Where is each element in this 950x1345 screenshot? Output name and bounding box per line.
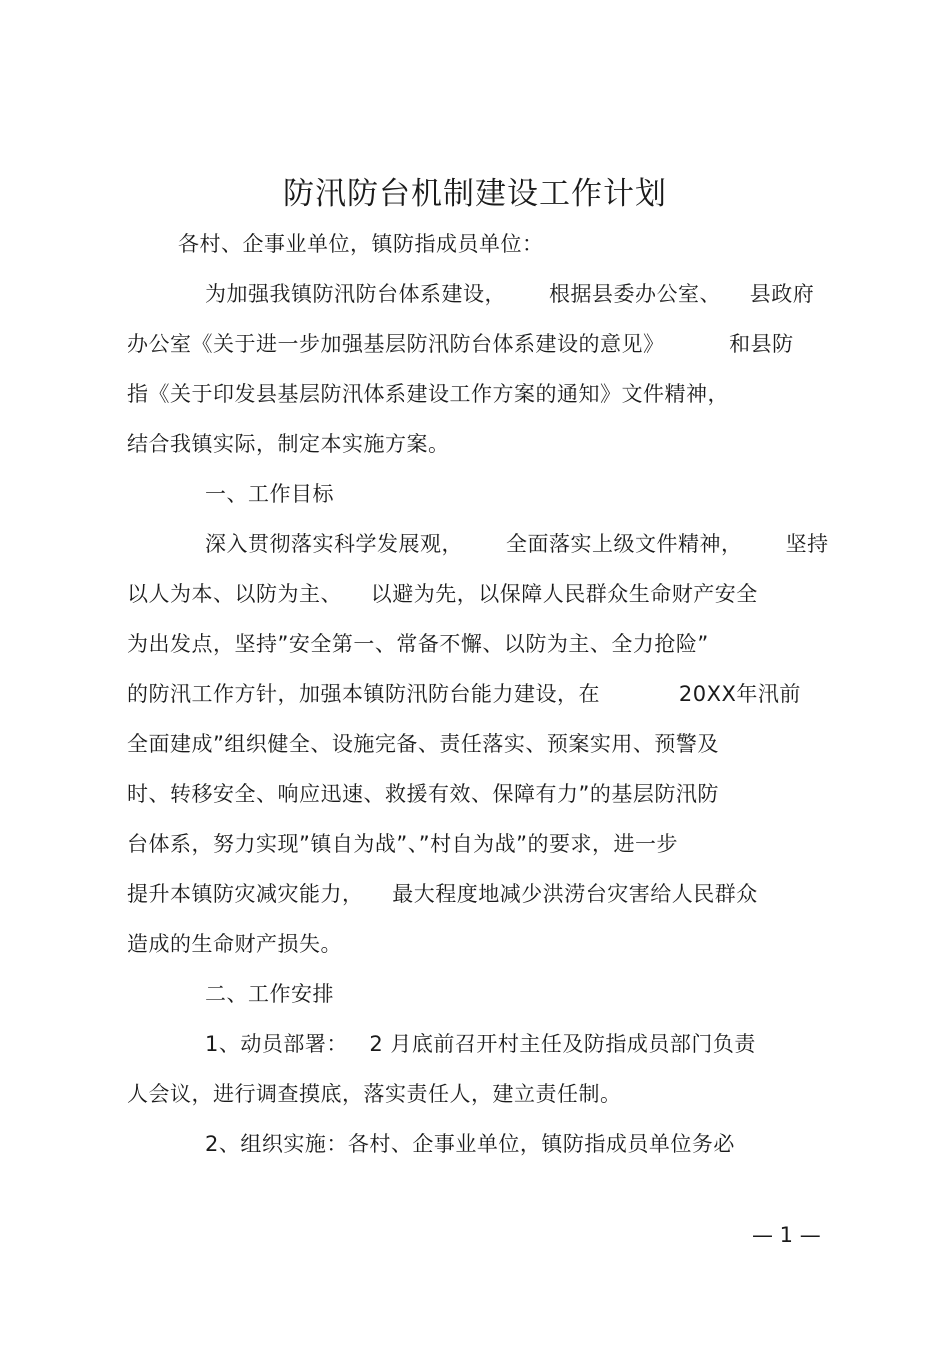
paragraph-line: 造成的生命财产损失。 xyxy=(127,932,342,956)
paragraph-line: 深入贯彻落实科学发展观， 全面落实上级文件精神， 坚持 xyxy=(205,532,829,556)
paragraph-line: 时、转移安全、响应迅速、救援有效、保障有力”的基层防汛防 xyxy=(127,782,719,806)
salutation-line: 各村、企事业单位，镇防指成员单位： xyxy=(178,232,544,256)
paragraph-line: 2、组织实施：各村、企事业单位，镇防指成员单位务必 xyxy=(205,1132,735,1156)
paragraph-line: 的防汛工作方针，加强本镇防汛防台能力建设，在 20XX年汛前 xyxy=(127,682,801,706)
paragraph-line: 指《关于印发县基层防汛体系建设工作方案的通知》文件精神， xyxy=(127,382,729,406)
paragraph-line: 为加强我镇防汛防台体系建设， 根据县委办公室、 县政府 xyxy=(205,282,815,306)
paragraph-line: 台体系，努力实现”镇自为战”、”村自为战”的要求，进一步 xyxy=(127,832,679,856)
section-heading: 一、工作目标 xyxy=(205,482,334,506)
paragraph-line: 结合我镇实际，制定本实施方案。 xyxy=(127,432,450,456)
paragraph-line: 全面建成”组织健全、设施完备、责任落实、预案实用、预警及 xyxy=(127,732,719,756)
page-number: — 1 — xyxy=(752,1223,821,1247)
paragraph-line: 提升本镇防灾减灾能力， 最大程度地减少洪涝台灾害给人民群众 xyxy=(127,882,758,906)
document-title: 防汛防台机制建设工作计划 xyxy=(283,176,667,212)
paragraph-line: 以人为本、以防为主、 以避为先，以保障人民群众生命财产安全 xyxy=(127,582,758,606)
paragraph-line: 为出发点，坚持”安全第一、常备不懈、以防为主、全力抢险” xyxy=(127,632,709,656)
paragraph-line: 1、动员部署： 2 月底前召开村主任及防指成员部门负责 xyxy=(205,1032,756,1056)
paragraph-line: 人会议，进行调查摸底，落实责任人，建立责任制。 xyxy=(127,1082,622,1106)
section-heading: 二、工作安排 xyxy=(205,982,334,1006)
paragraph-line: 办公室《关于进一步加强基层防汛防台体系建设的意见》 和县防 xyxy=(127,332,794,356)
